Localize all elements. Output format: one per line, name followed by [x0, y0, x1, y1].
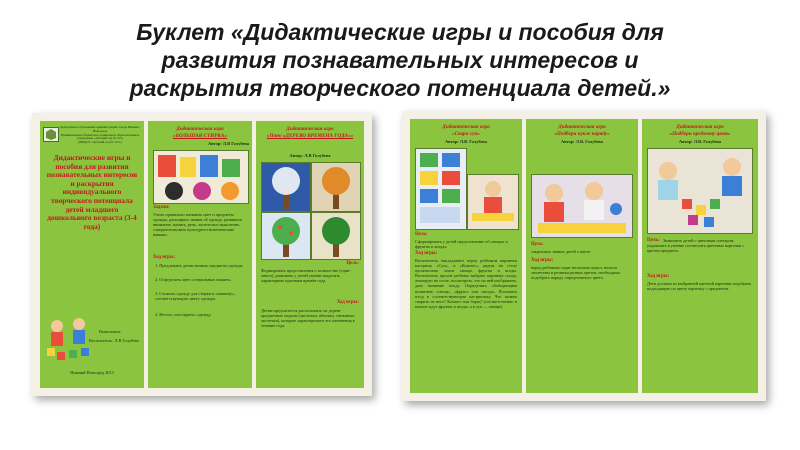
- goal-label: Цель:: [531, 242, 544, 247]
- booklet-left-panel-2: [148, 121, 252, 388]
- game-label: Дидактическая игра: [442, 124, 490, 130]
- moves-item-4: 4. Весело «постирать» одежду.: [155, 312, 212, 317]
- goal-label: Цель:: [415, 232, 428, 237]
- goal-text: Сформировать у детей представление об овощах и фруктах и ягодах.: [415, 239, 508, 250]
- cover-footer: Нижний Новгород 2013: [70, 370, 114, 375]
- emblem-icon: [43, 127, 59, 142]
- photo-laundry-game: [153, 150, 249, 204]
- moves-label: Ход игры:: [415, 251, 438, 256]
- title-line-1: Буклет «Дидактические игры и пособия для: [136, 19, 664, 45]
- booklet-right-panel-1: [410, 119, 522, 393]
- game-author: Автор: Л.В. Голубева: [560, 139, 604, 144]
- title-line-3: раскрытия творческого потенциала детей.»: [129, 75, 671, 101]
- photo-child-at-table: [467, 174, 519, 230]
- game-label: Дидактическая игра: [558, 124, 606, 130]
- game-label: Дидактическая игра: [676, 124, 724, 130]
- booklet-left-panel-3: [256, 121, 364, 388]
- game-author: Автор: Л.В Голубева: [208, 141, 249, 146]
- moves-text: Воспитатель накладывает перед ребёнком картинки кастрюль «Суп», и «Компот», рядом на столе произвольно лежат овощи, фрукты и ягоды. Воспитатель просит ребёнка выбрать картинку плода, лежащую на столе, посмотреть, что на ней изображено, дать название плоду. Определить обобщающим понятием: «овощ», «фрукт» или «ягода». Положить плод в соответствующую кастрюльку. Что можно сварить из него? Компот или борщ? (соответственно в компот идут фрукты и ягоды, а в суп — овощи).: [415, 258, 517, 309]
- children-illustration: [45, 314, 95, 362]
- slide-title: [0, 18, 800, 102]
- moves-text: Детям предлагается расположить на дереве предметные модели (листочки, яблочки, снежинки, листочки), которые характеризуют его изменения в течение года.: [261, 308, 355, 329]
- moves-label: Ход игры:: [336, 300, 359, 305]
- educator-name: Воспитатель: Л.В Голубева: [89, 338, 139, 343]
- game-label: Дидактическая игра: [286, 126, 334, 132]
- goal-text: закреплять знание детей о цвете.: [531, 249, 592, 254]
- game-name: «Свари суп»: [452, 131, 480, 137]
- goal-text: Формировать представления о количестве (один-много), развивать у детей умение выделять характерные признаки времён года.: [261, 268, 351, 284]
- game-author: Автор: Л.В. Голубева: [444, 139, 488, 144]
- game-label: Дидактическая игра: [176, 126, 224, 132]
- booklet-right-panel-3: [642, 119, 758, 393]
- moves-label: Ход игры:: [531, 258, 554, 263]
- moves-text: перед ребёнком сидят несколько кукол, волосы заплетены в резинки разных цветов, необходимо подобрать наряду определенного цвета.: [531, 265, 621, 281]
- game-author: Автор: Л.В. Голубева: [678, 139, 722, 144]
- goal-label: Цель:: [647, 238, 660, 243]
- tasks-text: Учить правильно называть цвет и предметы одежды, расширять знания об одежде, развивать внимание, память, речь, логическое мышление, совершенствовать культурно-гигиенические навыки.: [153, 212, 242, 238]
- moves-item-1: 1. Предложить детям назвать предметы одежды.: [155, 263, 244, 268]
- game-name: «Подбери кукле наряду»: [554, 131, 610, 137]
- moves-text: Дети должны из выбранной цветной карточки подобрать подходящую по цвету карточку с предметом.: [647, 281, 752, 292]
- goal-label: Цель:: [346, 261, 359, 266]
- moves-item-2: 2. Определить цвет «стиральных машин».: [155, 277, 232, 282]
- moves-item-3: 3. Сложить одежду для стирки в «машину», соответствующую цвету одежды.: [155, 291, 236, 302]
- moves-label: Ход игры:: [647, 274, 670, 279]
- game-name: «Подбери предмету цвет»: [669, 131, 731, 137]
- moves-label: Ход игры:: [153, 255, 176, 260]
- cover-title: Дидактические игры и пособия для развития познавательных интересов и раскрытия индивидуального творческого потенциала детей младшего дошкольного возраста (3-4 года): [46, 153, 138, 231]
- booklet-left-cover-panel: [40, 121, 144, 388]
- photo-tree-summer: [311, 212, 361, 260]
- photo-tree-spring: [261, 212, 311, 260]
- booklet-right-image: [402, 111, 766, 401]
- photo-dolls-game: [531, 174, 633, 238]
- tasks-label: Задачи:: [153, 205, 170, 210]
- booklet-right-panel-2: [526, 119, 638, 393]
- photo-soup-cards: [415, 148, 467, 230]
- org-header: Департамент образования администрации города Нижнего Новгорода Муниципальное бюджетное дошкольное образовательное учреждение «Детский сад № 313» (МБДОУ «Детский сад № 313»): [60, 125, 140, 145]
- photo-tree-winter: [261, 162, 311, 212]
- game-name: «БОЛЬШАЯ СТИРКА»: [173, 133, 227, 139]
- photo-color-cards-game: [647, 148, 753, 234]
- photo-tree-autumn: [311, 162, 361, 212]
- booklet-left-image: [32, 113, 372, 396]
- goal-text: Знакомить детей с цветовым спектром, упражнять в умение соотносить цветовые карточки с цветом предмета.: [647, 238, 745, 254]
- game-author: Автор: Л.В Голубева: [289, 153, 331, 158]
- title-line-2: развития познавательных интересов и: [161, 47, 639, 73]
- game-name: «Пано «ДЕРЕВО ВРЕМЕНА ГОДА»»: [266, 133, 354, 139]
- completed-by-label: Выполнила:: [99, 329, 122, 334]
